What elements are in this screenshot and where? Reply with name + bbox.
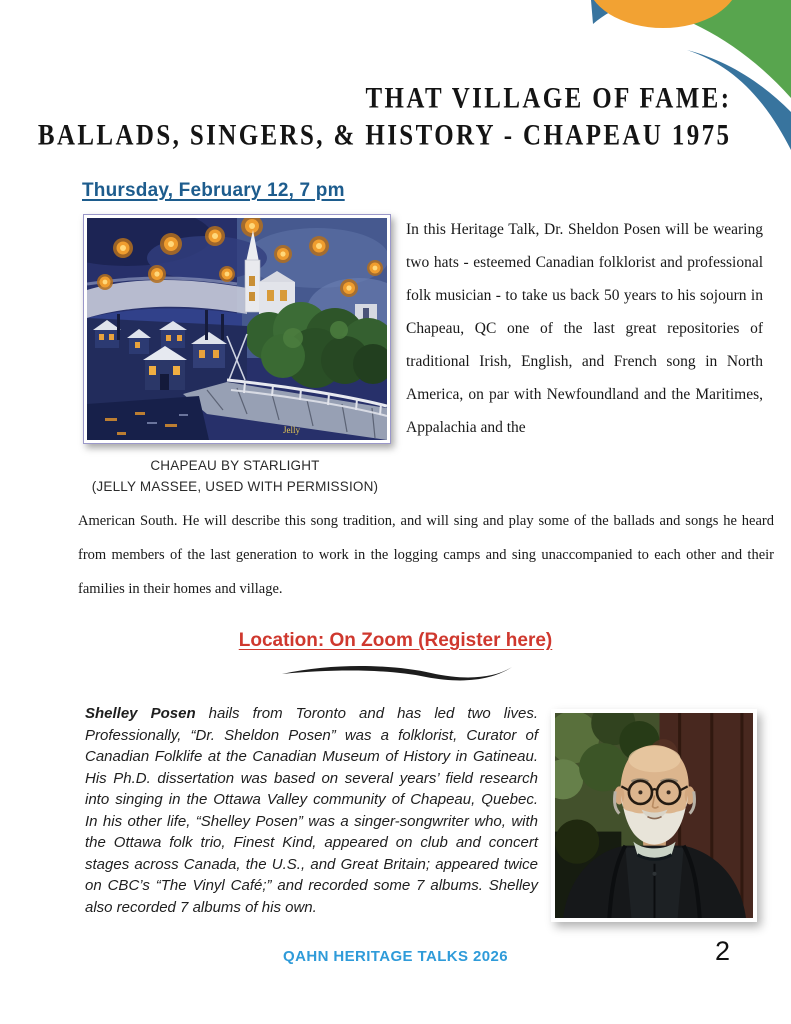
caption-line-2: (JELLY MASSEE, USED WITH PERMISSION) <box>91 478 379 494</box>
title-line-1: THAT VILLAGE OF FAME: <box>365 81 731 115</box>
page-number: 2 <box>714 936 730 966</box>
swash-divider <box>276 660 516 684</box>
event-description-column: In this Heritage Talk, Dr. Sheldon Posen will be wearing two hats - esteemed Canadian folklorist and professional folk musician - to take us back 50 years to his sojourn in Chapeau, QC one of the last great repositories of traditional Irish, English, and French song in North America, on par with Newfoundland and the Maritimes, Appalachia and the <box>406 221 763 436</box>
page-title <box>37 80 731 153</box>
painting-figure <box>83 214 391 444</box>
event-date-heading: Thursday, February 12, 7 pm <box>82 180 345 201</box>
speaker-bio-text: hails from Toronto and has led two lives. Professionally, “Dr. Sheldon Posen” was a folklorist, Curator of Canadian Folklife at the Canadian Museum of History in Gatineau. His Ph.D. dissertation was based on several years’ field research into singing in the Ottawa Valley community of Chapeau, Quebec. In his other life, “Shelley Posen” was a singer-songwriter who, with the Ottawa folk trio, Finest Kind, appeared on club and concert stages across Canada, the U.S., and Great Britain; appeared twice on CBC’s “The Vinyl Café;” and recorded some 7 albums. Shelley also recorded 7 albums of his own. <box>85 705 538 916</box>
painter-signature: Jelly <box>283 425 300 435</box>
zoom-register-link[interactable]: Location: On Zoom (Register here) <box>238 630 553 651</box>
shelley-posen-photo <box>551 709 757 922</box>
chapeau-painting-image <box>83 214 391 444</box>
speaker-bio <box>85 703 538 918</box>
title-line-2: BALLADS, SINGERS, & HISTORY - CHAPEAU 1975 <box>37 117 731 151</box>
footer-series-title: QAHN HERITAGE TALKS 2026 <box>283 948 508 965</box>
painting-caption <box>58 456 412 498</box>
event-description-continued: American South. He will describe this song tradition, and will sing and play some of the ballads and songs he heard from members of the last generation to work in the logging camps and sing unaccompanied to each other and their families in their homes and village. <box>78 513 774 597</box>
speaker-name: Shelley Posen <box>85 705 196 722</box>
caption-line-1: CHAPEAU BY STARLIGHT <box>150 458 320 473</box>
